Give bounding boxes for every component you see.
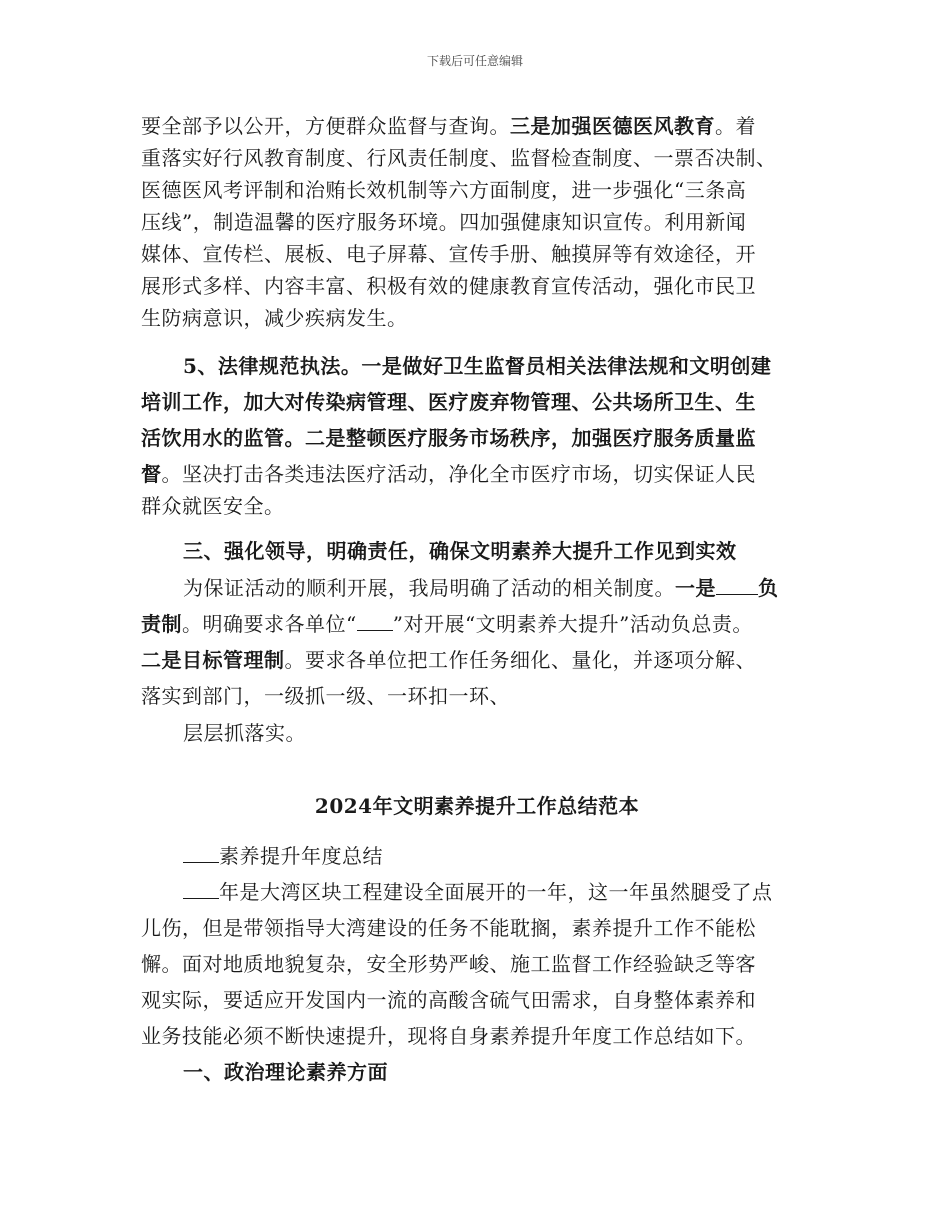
paragraph-line: 媒体、宣传栏、展板、电子屏幕、宣传手册、触摸屏等有效途径，开: [141, 242, 756, 266]
paragraph-line: [141, 608, 753, 640]
paragraph-line: 展形式多样、内容丰富、积极有效的健康教育宣传活动，强化市民卫: [141, 274, 756, 298]
paragraph-line: 懈。面对地质地貌复杂，安全形势严峻、施工监督工作经验缺乏等客: [141, 952, 756, 976]
paragraph-line: 重落实好行风教育制度、行风责任制度、监督检查制度、一票否决制、: [141, 146, 777, 170]
paragraph-line: 儿伤，但是带领指导大湾建设的任务不能耽搁，素养提升工作不能松: [141, 916, 756, 940]
section-heading-line: 5、法律规范执法。一是做好卫生监督员相关法律法规和文明创建: [183, 354, 772, 378]
paragraph-line: 层层抓落实。: [183, 721, 306, 745]
bold-text-run: 责制: [141, 612, 182, 636]
section-heading: 三、强化领导，明确责任，确保文明素养大提升工作见到实效: [183, 539, 737, 563]
paragraph-line: [141, 644, 756, 676]
paragraph-line: [141, 458, 756, 490]
bold-text-run: 一是: [675, 576, 716, 600]
text-run: ”对开展“文明素养大提升”活动负总责。: [392, 612, 753, 636]
section-heading: 一、政治理论素养方面: [183, 1060, 388, 1084]
document-title: 2024年文明素养提升工作总结范本: [314, 794, 640, 818]
text-run: 要全部予以公开，方便群众监督与查询。: [141, 114, 510, 138]
paragraph-line: [183, 572, 779, 604]
bold-text-run: 三是加强医德医风教育: [510, 114, 715, 138]
paragraph-line: 业务技能必须不断快速提升，现将自身素养提升年度工作总结如下。: [141, 1024, 756, 1048]
text-run: 素养提升年度总结: [219, 844, 383, 868]
paragraph-line: 落实到部门，一级抓一级、一环扣一环、: [141, 684, 510, 708]
bold-text-run: 督: [141, 462, 162, 486]
paragraph-line: 压线”，制造温馨的医疗服务环境。四加强健康知识宣传。利用新闻: [141, 210, 747, 234]
text-run: 。坚决打击各类违法医疗活动，净化全市医疗市场，切实保证人民: [161, 462, 756, 486]
text-run: 。着: [715, 114, 756, 138]
text-run: 。明确要求各单位“: [182, 612, 357, 636]
bold-paragraph-line: 活饮用水的监管。二是整顿医疗服务市场秩序，加强医疗服务质量监: [141, 426, 756, 450]
paragraph-line: [183, 876, 773, 908]
bold-text-run: 二是目标管理制: [141, 648, 285, 672]
blank-underline: [183, 876, 219, 899]
paragraph-line: [141, 110, 756, 142]
text-run: 。要求各单位把工作任务细化、量化，并逐项分解、: [284, 648, 756, 672]
paragraph-line: 生防病意识，减少疾病发生。: [141, 306, 408, 330]
page-header: 下载后可任意编辑: [426, 54, 523, 68]
bold-paragraph-line: 培训工作，加大对传染病管理、医疗废弃物管理、公共场所卫生、生: [141, 390, 756, 414]
paragraph-line: 医德医风考评制和治贿长效机制等六方面制度，进一步强化“三条高: [141, 178, 747, 202]
paragraph-line: 群众就医安全。: [141, 494, 285, 518]
paragraph-line: 观实际，要适应开发国内一流的高酸含硫气田需求，自身整体素养和: [141, 988, 756, 1012]
blank-underline: [357, 608, 393, 631]
bold-text-run: 负: [758, 576, 779, 600]
text-run: 年是大湾区块工程建设全面展开的一年，这一年虽然腿受了点: [219, 880, 773, 904]
paragraph-line: [183, 840, 383, 872]
text-run: 为保证活动的顺利开展，我局明确了活动的相关制度。: [183, 576, 675, 600]
blank-underline: [716, 572, 758, 595]
blank-underline: [183, 840, 219, 863]
